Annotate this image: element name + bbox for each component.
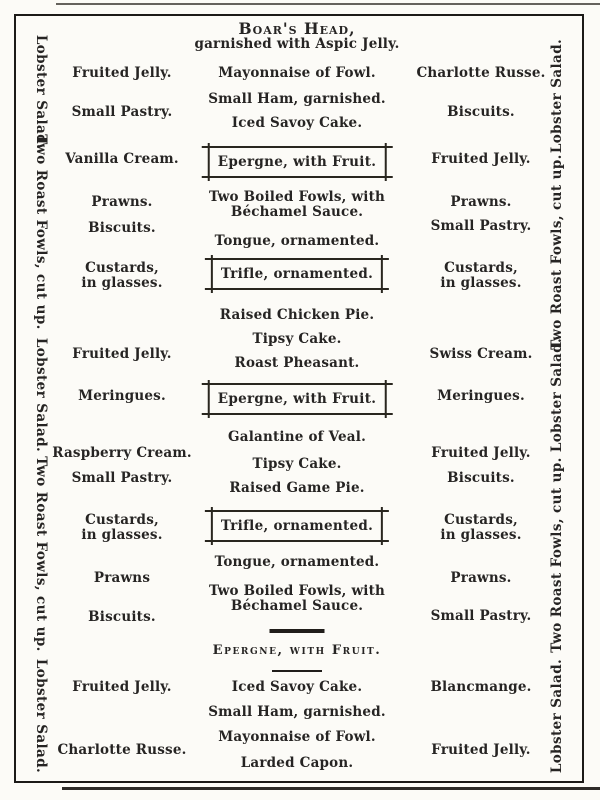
menu-item-line: in glasses. [81,526,163,543]
menu-item: Blancmange. [430,679,532,695]
scan-artifact-bottom-line [62,787,600,790]
menu-item: Fruited Jelly. [431,742,531,758]
menu-item: Mayonnaise of Fowl. [218,65,376,81]
menu-item-line: Custards, [444,512,518,528]
menu-item: Galantine of Veal. [228,429,366,445]
menu-item: Iced Savoy Cake. [231,679,363,695]
menu-item: Mayonnaise of Fowl. [218,729,376,745]
page-subtitle: garnished with Aspic Jelly. [194,36,400,52]
ruled-box-item: Trifle, ornamented. [205,510,389,542]
divider-rule-bottom [272,670,322,672]
side-label-left-1: Lobster Salad. [33,34,49,150]
menu-item: Prawns. [450,194,512,210]
menu-item: Larded Capon. [240,755,354,771]
menu-item: Tipsy Cake. [252,456,342,472]
menu-item [47,261,197,290]
side-label-left-5: Lobster Salad. [33,658,49,774]
menu-item: Meringues. [78,388,166,404]
menu-item: Charlotte Russe. [57,742,187,758]
menu-item: Charlotte Russe. [416,65,546,81]
menu-item: Small Pastry. [71,470,173,486]
ruled-box-item: Trifle, ornamented. [205,258,389,290]
menu-item-line: Custards, [85,260,159,276]
menu-item: Biscuits. [88,220,156,236]
menu-item-line: in glasses. [440,274,522,291]
menu-item: Two Boiled Fowls, with Béchamel Sauce. [208,189,386,220]
side-label-right-4: Two Roast Fowls, cut up. [549,457,565,653]
ruled-box-item: Epergne, with Fruit. [202,146,393,178]
scan-artifact-top-line [56,3,600,5]
menu-item: Small Pastry. [430,218,532,234]
menu-item: Roast Pheasant. [234,355,360,371]
menu-item-line: in glasses. [440,526,522,543]
menu-item: Tipsy Cake. [252,331,342,347]
menu-item: Iced Savoy Cake. [231,115,363,131]
side-label-right-3: Lobster Salad. [549,337,565,453]
menu-item: Small Ham, garnished. [208,704,386,720]
menu-item-line: Custards, [444,260,518,276]
menu-item-line: in glasses. [81,274,163,291]
menu-item: Biscuits. [88,609,156,625]
menu-item: Tongue, ornamented. [214,554,380,570]
divider-rule-top [270,629,325,633]
side-label-left-4: Two Roast Fowls, cut up. [33,456,49,652]
menu-item: Raspberry Cream. [52,445,192,461]
menu-item: Prawns [93,570,151,586]
menu-item: Raised Chicken Pie. [219,307,375,323]
side-label-right-5: Lobster Salad. [549,658,565,774]
menu-item [406,261,556,290]
menu-item: Tongue, ornamented. [214,233,380,249]
menu-item: Vanilla Cream. [65,151,179,167]
menu-item: Fruited Jelly. [72,346,172,362]
side-label-left-2: Two Roast Fowls, cut up. [33,134,49,330]
divider-title: Epergne, with Fruit. [212,643,382,658]
menu-item: Small Pastry. [71,104,173,120]
menu-item: Swiss Cream. [429,346,533,362]
menu-item: Meringues. [437,388,525,404]
menu-item: Raised Game Pie. [229,480,365,496]
menu-item: Biscuits. [447,104,515,120]
menu-item: Prawns. [91,194,153,210]
side-label-right-2: Two Roast Fowls, cut up. [549,154,565,350]
menu-item: Small Pastry. [430,608,532,624]
menu-item: Fruited Jelly. [431,151,531,167]
page-title: Boar's Head, [238,19,356,38]
menu-item: Prawns. [450,570,512,586]
menu-item [406,513,556,542]
side-label-right-1: Lobster Salad. [549,38,565,154]
side-label-left-3: Lobster Salad. [33,337,49,453]
menu-item: Two Boiled Fowls, with Béchamel Sauce. [208,583,386,614]
menu-item: Fruited Jelly. [72,679,172,695]
ruled-box-item: Epergne, with Fruit. [202,383,393,415]
menu-item: Fruited Jelly. [431,445,531,461]
menu-item: Biscuits. [447,470,515,486]
menu-item: Small Ham, garnished. [208,91,386,107]
menu-item: Fruited Jelly. [72,65,172,81]
menu-item [47,513,197,542]
menu-item-line: Custards, [85,512,159,528]
